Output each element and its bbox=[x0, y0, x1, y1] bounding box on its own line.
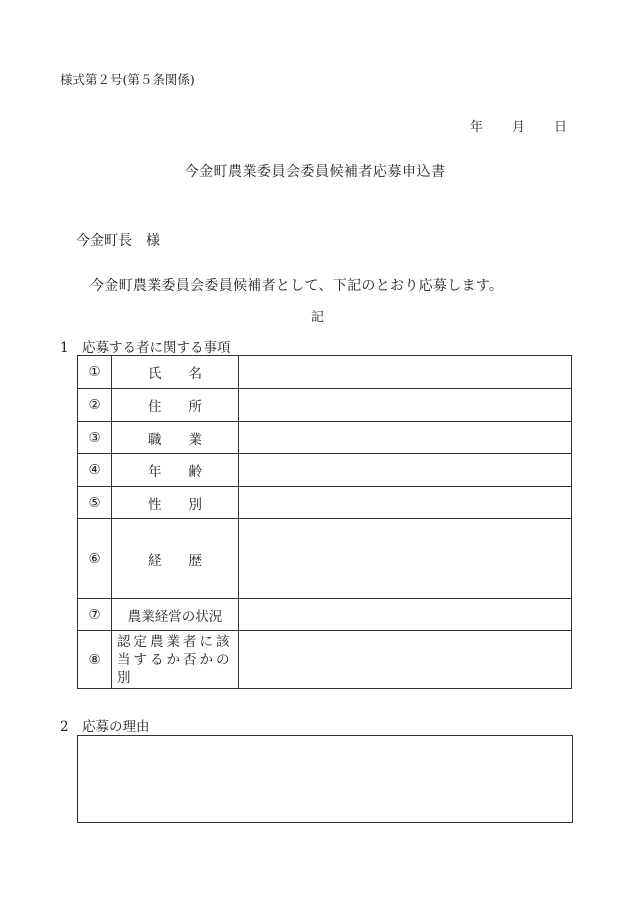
farm-status-field[interactable] bbox=[239, 599, 572, 631]
row-label-certified-farmer: 認定農業者に該当するか否かの別 bbox=[112, 631, 239, 689]
addressee-name: 今金町長 bbox=[76, 233, 132, 249]
row-number: ④ bbox=[78, 454, 112, 487]
section-2-title: 応募の理由 bbox=[82, 719, 150, 735]
addressee-honorific: 様 bbox=[146, 233, 160, 249]
body-text: 今金町農業委員会委員候補者として、下記のとおり応募します。 bbox=[90, 278, 504, 294]
row-number: ② bbox=[78, 389, 112, 422]
table-row bbox=[78, 389, 572, 422]
table-row bbox=[78, 422, 572, 454]
gender-field[interactable] bbox=[239, 487, 572, 519]
reason-field[interactable] bbox=[77, 735, 573, 823]
age-field[interactable] bbox=[239, 454, 572, 487]
section-1-heading bbox=[60, 336, 231, 356]
document-title: 今金町農業委員会委員候補者応募申込書 bbox=[184, 164, 446, 180]
section-1-title: 応募する者に関する事項 bbox=[82, 340, 231, 356]
section-1-number: 1 bbox=[60, 340, 69, 356]
form-number: 様式第２号(第５条関係) bbox=[60, 72, 195, 87]
ki-marker: 記 bbox=[310, 310, 324, 325]
row-number: ① bbox=[78, 356, 112, 389]
row-number: ⑤ bbox=[78, 487, 112, 519]
table-row bbox=[78, 599, 572, 631]
section-2-number: 2 bbox=[60, 719, 69, 735]
row-number: ⑦ bbox=[78, 599, 112, 631]
name-field[interactable] bbox=[239, 356, 572, 389]
date-line bbox=[470, 116, 567, 135]
career-field[interactable] bbox=[239, 519, 572, 599]
row-label-career: 経 歴 bbox=[112, 519, 239, 599]
table-row bbox=[78, 519, 572, 599]
certified-farmer-field[interactable] bbox=[239, 631, 572, 689]
row-label-occupation: 職 業 bbox=[112, 422, 239, 454]
occupation-field[interactable] bbox=[239, 422, 572, 454]
section-2-heading bbox=[60, 715, 150, 735]
row-label-name: 氏 名 bbox=[112, 356, 239, 389]
addressee bbox=[76, 230, 160, 250]
row-number: ③ bbox=[78, 422, 112, 454]
table-row bbox=[78, 356, 572, 389]
row-label-farm-status: 農業経営の状況 bbox=[112, 599, 239, 631]
row-number: ⑥ bbox=[78, 519, 112, 599]
row-label-age: 年 齢 bbox=[112, 454, 239, 487]
date-year: 年 bbox=[470, 120, 484, 135]
table-row bbox=[78, 454, 572, 487]
row-label-address: 住 所 bbox=[112, 389, 239, 422]
date-month: 月 bbox=[512, 120, 526, 135]
applicant-info-table bbox=[77, 355, 572, 689]
row-label-gender: 性 別 bbox=[112, 487, 239, 519]
table-row bbox=[78, 487, 572, 519]
address-field[interactable] bbox=[239, 389, 572, 422]
table-row bbox=[78, 631, 572, 689]
row-number: ⑧ bbox=[78, 631, 112, 689]
date-day: 日 bbox=[554, 120, 568, 135]
